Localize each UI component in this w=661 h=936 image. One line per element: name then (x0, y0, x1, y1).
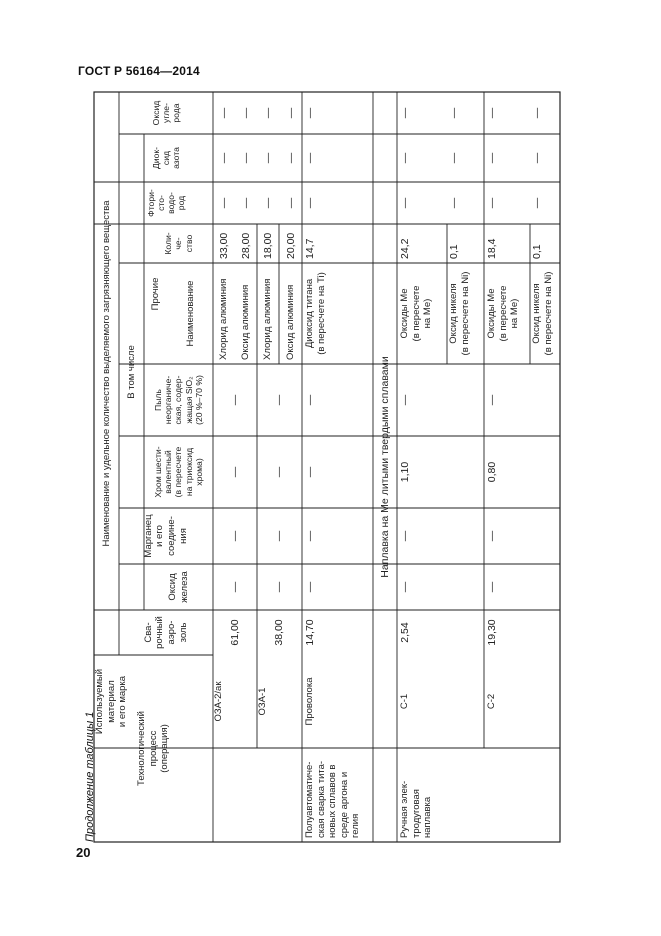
cell-material: ОЗА-1 (257, 687, 268, 716)
cell-other-qty: 0,1 (448, 244, 460, 259)
cell-iron-oxide: — (228, 581, 241, 593)
cell-dust: — (399, 394, 411, 406)
cell-other-qty: 18,00 (261, 232, 274, 259)
cell-nitrogen-dioxide: — (261, 152, 274, 164)
cell-carbon-monoxide: — (486, 107, 498, 119)
header-carbon-monoxide: Оксид угле- рода (150, 100, 182, 126)
cell-other-name: Хлорид алюминия (262, 278, 274, 360)
cell-other-name: Оксид алюминия (240, 284, 252, 360)
cell-material: С-2 (486, 693, 497, 710)
cell-material: Проволока (304, 677, 315, 726)
header-including: В том числе (125, 345, 137, 399)
cell-hydrogen-fluoride: — (261, 197, 274, 209)
header-dust: Пыль неорганиче- ская, содер- жащая SiO₂ (20 %–70 %) (153, 375, 204, 425)
cell-process: Ручная элек- тродуговая наплавка (399, 780, 434, 838)
cell-chromium: — (228, 466, 241, 478)
cell-other-qty: 18,4 (486, 238, 498, 259)
header-material: Используемый материал и его марка (94, 668, 129, 735)
cell-manganese: — (304, 530, 316, 542)
cell-other-name: Хлорид алюминия (218, 278, 230, 360)
cell-manganese: — (228, 530, 241, 542)
cell-hydrogen-fluoride: — (239, 197, 252, 209)
header-hydrogen-fluoride: Фтори- сто- водо- род (145, 189, 187, 217)
cell-hydrogen-fluoride: — (304, 197, 316, 209)
cell-other-qty: 0,1 (531, 244, 543, 259)
cell-chromium: 0,80 (486, 461, 498, 483)
section-title: Наплавка на Ме литыми твердыми сплавами (378, 356, 391, 578)
header-main-group: Наименование и удельное количество выделяемого загрязняющего вещества (100, 200, 112, 547)
cell-manganese: — (399, 530, 411, 542)
cell-nitrogen-dioxide: — (217, 152, 230, 164)
cell-chromium: 1,10 (399, 461, 411, 483)
cell-dust: — (228, 394, 241, 406)
cell-carbon-monoxide: — (217, 107, 230, 119)
cell-other-name: Диоксид титана (в пересчете на Ti) (304, 272, 327, 355)
cell-aerosol: 2,54 (399, 622, 411, 643)
cell-dust: — (273, 394, 286, 406)
cell-chromium: — (304, 466, 316, 478)
cell-other-name: Оксиды Ме (в пересчете на Ме) (486, 285, 521, 342)
cell-hydrogen-fluoride: — (531, 197, 543, 209)
cell-hydrogen-fluoride: — (284, 197, 297, 209)
cell-dust: — (304, 394, 316, 406)
table-continuation-caption: Продолжение таблицы 1 (84, 711, 96, 842)
cell-aerosol: 38,00 (273, 619, 286, 646)
cell-other-name: Оксид никеля (в пересчете на Ni) (531, 271, 554, 356)
document-title: ГОСТ Р 56164—2014 (78, 64, 200, 78)
cell-carbon-monoxide: — (399, 107, 411, 119)
cell-process: Полуавтоматиче- ская сварка тита- новых сплавов в среде аргона и гелия (304, 760, 362, 838)
cell-nitrogen-dioxide: — (486, 152, 498, 164)
cell-hydrogen-fluoride: — (448, 197, 460, 209)
cell-other-name: Оксиды Ме (в пересчете на Ме) (399, 285, 434, 342)
cell-other-name: Оксид никеля (в пересчете на Ni) (448, 271, 471, 356)
cell-carbon-monoxide: — (284, 107, 297, 119)
cell-carbon-monoxide: — (448, 107, 460, 119)
cell-iron-oxide: — (304, 581, 316, 593)
cell-carbon-monoxide: — (239, 107, 252, 119)
header-iron-oxide: Оксид железа (166, 571, 190, 603)
cell-hydrogen-fluoride: — (486, 197, 498, 209)
cell-carbon-monoxide: — (304, 107, 316, 119)
cell-iron-oxide: — (273, 581, 286, 593)
cell-nitrogen-dioxide: — (284, 152, 297, 164)
cell-carbon-monoxide: — (261, 107, 274, 119)
cell-dust: — (486, 394, 498, 406)
cell-other-qty: 20,00 (284, 232, 297, 259)
header-nitrogen-dioxide: Диок- сид азота (150, 146, 182, 170)
cell-material: С-1 (399, 693, 410, 710)
cell-chromium: — (273, 466, 286, 478)
cell-manganese: — (486, 530, 498, 542)
cell-other-qty: 14,7 (304, 238, 316, 259)
cell-nitrogen-dioxide: — (399, 152, 411, 164)
header-chromium: Хром шести- валентный (в пересчете на триоксид хрома) (153, 446, 204, 498)
cell-hydrogen-fluoride: — (399, 197, 411, 209)
cell-aerosol: 14,70 (304, 619, 316, 646)
header-process: Технологический процесс (операция) (136, 711, 171, 786)
cell-nitrogen-dioxide: — (239, 152, 252, 164)
cell-nitrogen-dioxide: — (448, 152, 460, 164)
header-other-qty: Коли- че- ство (163, 232, 194, 255)
cell-iron-oxide: — (399, 581, 411, 593)
cell-material: ОЗА-2/ак (213, 681, 224, 722)
cell-nitrogen-dioxide: — (531, 152, 543, 164)
cell-hydrogen-fluoride: — (217, 197, 230, 209)
cell-carbon-monoxide: — (531, 107, 543, 119)
cell-aerosol: 61,00 (228, 619, 241, 646)
cell-other-qty: 33,00 (217, 232, 230, 259)
cell-nitrogen-dioxide: — (304, 152, 316, 164)
cell-other-qty: 28,00 (239, 232, 252, 259)
cell-iron-oxide: — (486, 581, 498, 593)
cell-other-qty: 24,2 (399, 238, 411, 259)
cell-other-name: Оксид алюминия (285, 284, 297, 360)
header-manganese: Марганец и его соедине- ния (142, 514, 189, 558)
header-aerosol: Сва- рочный аэро- золь (142, 616, 189, 649)
cell-aerosol: 19,30 (486, 619, 498, 646)
page-number: 20 (76, 845, 91, 860)
cell-manganese: — (273, 530, 286, 542)
header-other-name: Наименование (185, 280, 197, 347)
header-other: Прочие (150, 277, 162, 311)
